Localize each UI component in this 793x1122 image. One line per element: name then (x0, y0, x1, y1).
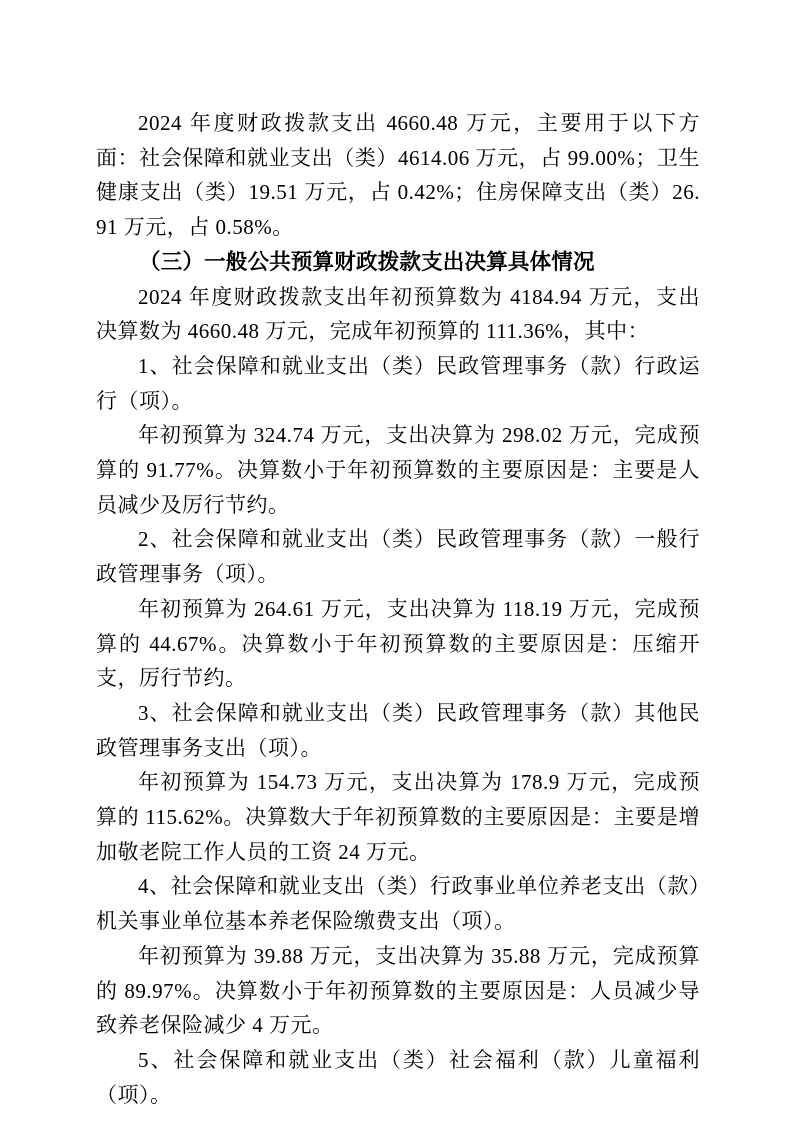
paragraph-item-5-title: 5、社会保障和就业支出（类）社会福利（款）儿童福利（项）。 (96, 1047, 700, 1107)
paragraph-item-2-title: 2、社会保障和就业支出（类）民政管理事务（款）一般行政管理事务（项）。 (96, 527, 700, 587)
paragraph-item-3-detail: 年初预算为 154.73 万元，支出决算为 178.9 万元，完成预算的 115.62%。决算数大于年初预算数的主要原因是：主要是增加敬老院工作人员的工资 24 万元。 (96, 770, 700, 864)
document-content (96, 0, 700, 1112)
paragraph-item-4-detail: 年初预算为 39.88 万元，支出决算为 35.88 万元，完成预算的 89.97%。决算数小于年初预算数的主要原因是：人员减少导致养老保险减少 4 万元。 (96, 943, 700, 1038)
paragraph-item-1-title: 1、社会保障和就业支出（类）民政管理事务（款）行政运行（项）。 (96, 353, 700, 413)
paragraph-item-3-title: 3、社会保障和就业支出（类）民政管理事务（款）其他民政管理事务支出（项）。 (96, 700, 700, 760)
paragraph-item-1-detail: 年初预算为 324.74 万元，支出决算为 298.02 万元，完成预算的 91.77%。决算数小于年初预算数的主要原因是：主要是人员减少及厉行节约。 (96, 423, 700, 517)
section-heading-general-public-budget-details: （三）一般公共预算财政拨款支出决算具体情况 (139, 249, 595, 274)
paragraph-budget-vs-final-overview: 2024 年度财政拨款支出年初预算数为 4184.94 万元，支出决算数为 4660.48 万元，完成年初预算的 111.36%，其中： (96, 284, 700, 344)
paragraph-item-4-title: 4、社会保障和就业支出（类）行政事业单位养老支出（款）机关事业单位基本养老保险缴费支出（项）。 (96, 874, 700, 934)
paragraph-item-2-detail: 年初预算为 264.61 万元，支出决算为 118.19 万元，完成预算的 44.67%。决算数小于年初预算数的主要原因是：压缩开支，厉行节约。 (96, 596, 700, 691)
paragraph-fiscal-expenditure-summary: 2024 年度财政拨款支出 4660.48 万元，主要用于以下方面：社会保障和就业支出（类）4614.06 万元，占 99.00%；卫生健康支出（类）19.51 万元，占 0.42%；住房保障支出（类）26.91 万元，占 0.58%。 (96, 111, 700, 240)
